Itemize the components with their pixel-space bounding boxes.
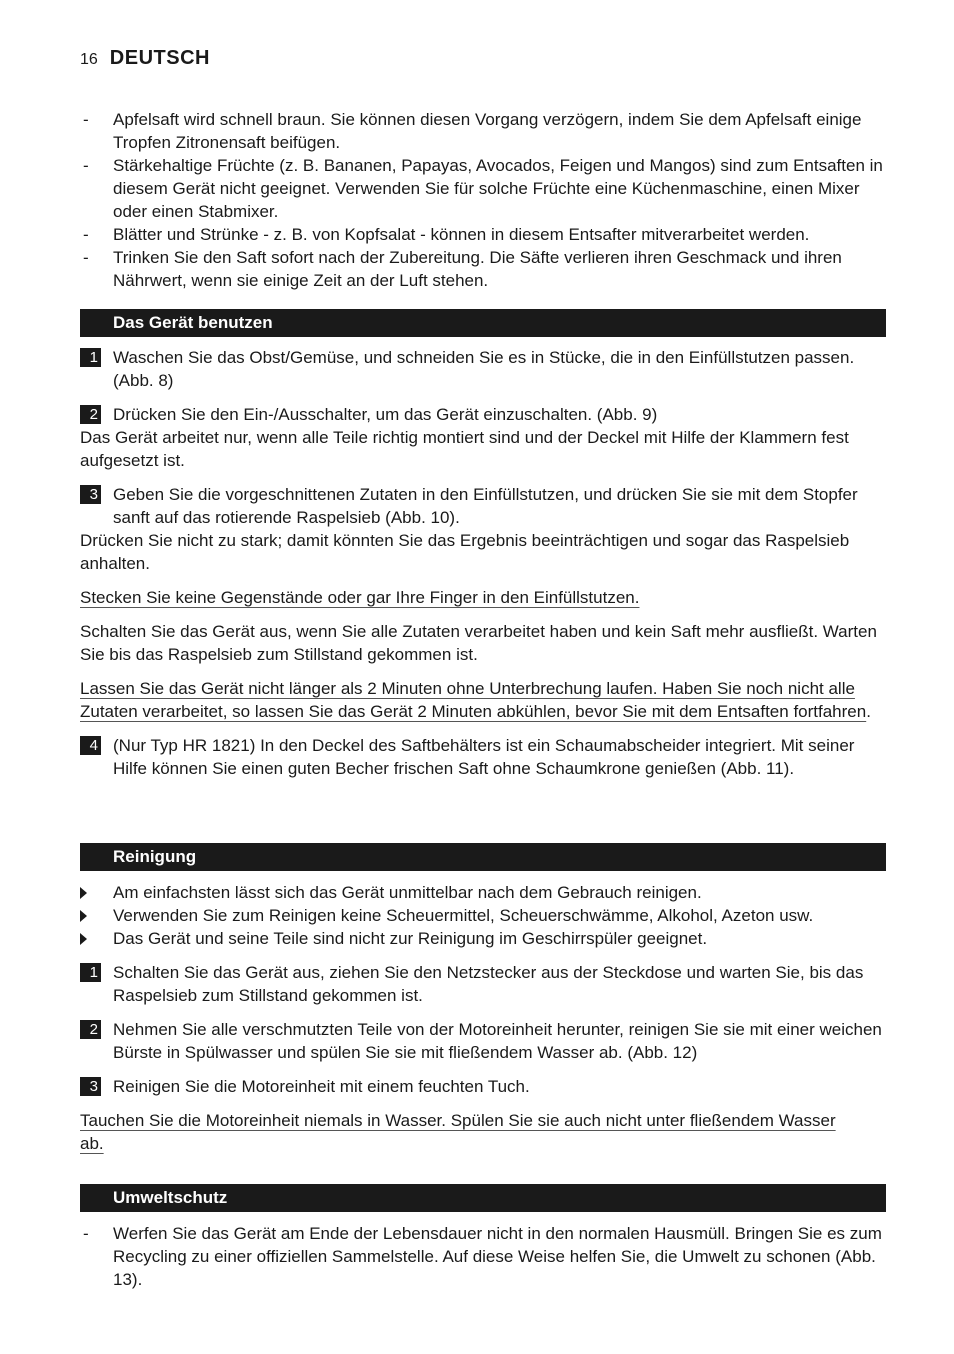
bullet-item: Verwenden Sie zum Reinigen keine Scheuermittel, Scheuerschwämme, Alkohol, Azeton usw.: [80, 904, 886, 927]
step-text: Nehmen Sie alle verschmutzten Teile von der Motoreinheit herunter, reinigen Sie sie mit einer weichen Bürste in Spülwasser und spülen Sie sie mit fließendem Wasser ab. (Abb. 12): [113, 1020, 882, 1062]
step-item: [80, 1018, 886, 1064]
tip-item: - Blätter und Strünke - z. B. von Kopfsalat - können in diesem Entsafter mitverarbeitet werden.: [80, 223, 886, 246]
warning-text: Lassen Sie das Gerät nicht länger als 2 Minuten ohne Unterbrechung laufen. Haben Sie noch nicht alle Zutaten verarbeitet, so lassen Sie das Gerät 2 Minuten abkühlen, bevor Sie mit dem Entsaften fortfahren.: [80, 679, 871, 721]
step-text: Waschen Sie das Obst/Gemüse, und schneiden Sie es in Stücke, die in den Einfüllstutzen passen. (Abb. 8): [113, 348, 855, 390]
tip-item: - Trinken Sie den Saft sofort nach der Zubereitung. Die Säfte verlieren ihren Geschmack und ihren Nährwert, wenn sie einige Zeit an der Luft stehen.: [80, 246, 886, 292]
info-note: Schalten Sie das Gerät aus, wenn Sie alle Zutaten verarbeitet haben und kein Saft mehr ausfließt. Warten Sie bis das Raspelsieb zum Stillstand gekommen ist.: [80, 622, 877, 664]
page-language-title: DEUTSCH: [109, 47, 210, 69]
step-number: 3: [80, 1077, 101, 1096]
step-note: Drücken Sie nicht zu stark; damit könnten Sie das Ergebnis beeinträchtigen und sogar das Raspelsieb anhalten.: [80, 531, 850, 573]
warning-text: Stecken Sie keine Gegenstände oder gar Ihre Finger in den Einfüllstutzen.: [80, 588, 640, 607]
step-number: 3: [80, 485, 101, 504]
section-heading-use: Das Gerät benutzen: [80, 309, 886, 337]
section-environment-body: [80, 1222, 886, 1291]
section-heading-environment: Umweltschutz: [80, 1184, 886, 1212]
step-item: [80, 734, 886, 780]
step-item: [80, 483, 886, 529]
section-cleaning-body: [80, 881, 886, 1155]
bullet-marker-icon: [80, 933, 87, 945]
step-number: 2: [80, 1020, 101, 1039]
intro-tips: [80, 108, 886, 292]
bullet-item: Das Gerät und seine Teile sind nicht zur Reinigung im Geschirrspüler geeignet.: [80, 927, 886, 950]
tip-item: - Werfen Sie das Gerät am Ende der Lebensdauer nicht in den normalen Hausmüll. Bringen Sie es zum Recycling zu einer offiziellen Sammelstelle. Auf diese Weise helfen Sie, die Umwelt zu schonen (Abb. 13).: [80, 1222, 886, 1291]
step-item: [80, 1075, 886, 1098]
warning-text: Tauchen Sie die Motoreinheit niemals in Wasser. Spülen Sie sie auch nicht unter fließendem Wasser ab.: [80, 1111, 836, 1153]
bullet-marker-icon: [80, 910, 87, 922]
step-item: [80, 961, 886, 1007]
page-header: [80, 47, 210, 70]
step-text: Geben Sie die vorgeschnittenen Zutaten in den Einfüllstutzen, und drücken Sie sie mit dem Stopfer sanft auf das rotierende Raspelsieb (Abb. 10).: [113, 485, 858, 527]
step-text: (Nur Typ HR 1821) In den Deckel des Saftbehälters ist ein Schaumabscheider integriert. Mit seiner Hilfe können Sie einen guten Becher frischen Saft ohne Schaumkrone genießen (Abb. 11).: [113, 736, 855, 778]
tip-item: - Apfelsaft wird schnell braun. Sie können diesen Vorgang verzögern, indem Sie dem Apfelsaft einige Tropfen Zitronensaft beifügen.: [80, 108, 886, 154]
step-item: [80, 346, 886, 392]
step-note: Das Gerät arbeitet nur, wenn alle Teile richtig montiert sind und der Deckel mit Hilfe der Klammern fest aufgesetzt ist.: [80, 428, 849, 470]
bullet-item: Am einfachsten lässt sich das Gerät unmittelbar nach dem Gebrauch reinigen.: [80, 881, 886, 904]
step-text: Drücken Sie den Ein-/Ausschalter, um das Gerät einzuschalten. (Abb. 9): [113, 405, 658, 424]
step-number: 4: [80, 736, 101, 755]
bullet-marker-icon: [80, 887, 87, 899]
page-number: 16: [80, 51, 98, 68]
section-heading-cleaning: Reinigung: [80, 843, 886, 871]
step-number: 2: [80, 405, 101, 424]
step-number: 1: [80, 963, 101, 982]
step-number: 1: [80, 348, 101, 367]
section-use-body: [80, 346, 886, 780]
step-text: Schalten Sie das Gerät aus, ziehen Sie den Netzstecker aus der Steckdose und warten Sie, bis das Raspelsieb zum Stillstand gekommen ist.: [113, 963, 864, 1005]
step-text: Reinigen Sie die Motoreinheit mit einem feuchten Tuch.: [113, 1077, 530, 1096]
tip-item: - Stärkehaltige Früchte (z. B. Bananen, Papayas, Avocados, Feigen und Mangos) sind zum Entsaften in diesem Gerät nicht geeignet. Verwenden Sie für solche Früchte eine Küchenmaschine, einen Mixer oder einen Stabmixer.: [80, 154, 886, 223]
step-item: [80, 403, 886, 426]
